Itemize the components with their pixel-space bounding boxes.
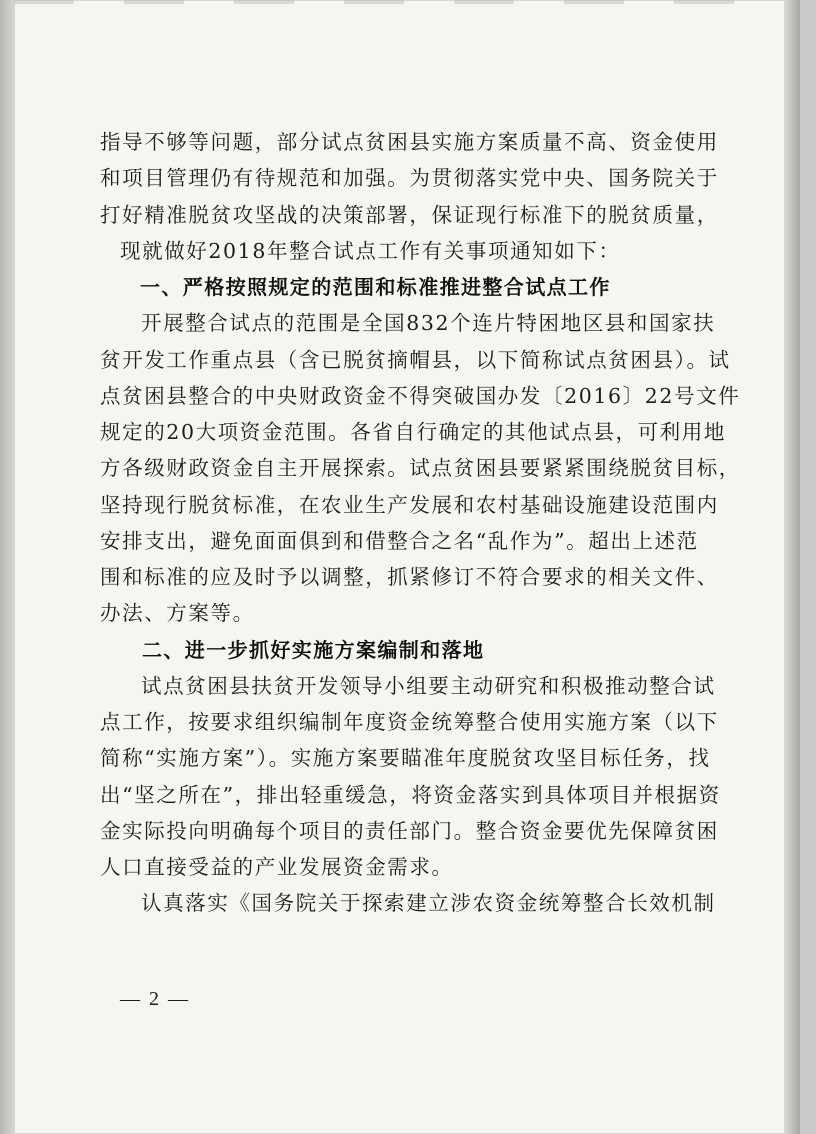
text-line: 贫开发工作重点县（含已脱贫摘帽县，以下简称试点贫困县）。试 — [100, 347, 731, 372]
text-line: 办法、方案等。 — [100, 601, 255, 626]
text-line: 方各级财政资金自主开展探索。试点贫困县要紧紧围绕脱贫目标， — [100, 456, 741, 481]
text-line: 点贫困县整合的中央财政资金不得突破国办发〔2016〕22号文件 — [100, 383, 741, 408]
text-line: 点工作，按要求组织编制年度资金统筹整合使用实施方案（以下 — [100, 710, 719, 734]
text-line: 出“坚之所在”，排出轻重缓急，将资金落实到具体项目并根据资 — [100, 782, 721, 807]
text-line: 简称“实施方案”）。实施方案要瞄准年度脱贫攻坚目标任务，找 — [100, 746, 711, 771]
document-body — [100, 124, 741, 922]
text-line: 人口直接受益的产业发展资金需求。 — [100, 855, 454, 879]
section-heading-1: 一、严格按照规定的范围和标准推进整合试点工作 — [140, 275, 611, 299]
scan-left-edge — [0, 0, 14, 1134]
text-line: 围和标准的应及时予以调整，抓紧修订不符合要求的相关文件、 — [100, 565, 719, 589]
text-line: 指导不够等问题，部分试点贫困县实施方案质量不高、资金使用 — [100, 130, 719, 154]
text-line: 试点贫困县扶贫开发领导小组要主动研究和积极推动整合试 — [141, 673, 716, 698]
text-line: 坚持现行脱贫标准，在农业生产发展和农村基础设施建设范围内 — [100, 492, 719, 517]
text-line: 安排支出，避免面面俱到和借整合之名“乱作为”。超出上述范 — [100, 528, 699, 553]
text-line: 金实际投向明确每个项目的责任部门。整合资金要优先保障贫困 — [100, 818, 719, 843]
scan-right-edge — [784, 0, 800, 1134]
text-line: 现就做好2018年整合试点工作有关事项通知如下： — [120, 238, 621, 263]
text-line: 开展整合试点的范围是全国832个连片特困地区县和国家扶 — [141, 311, 716, 336]
text-line: 和项目管理仍有待规范和加强。为贯彻落实党中央、国务院关于 — [100, 166, 719, 191]
section-heading-2: 二、进一步抓好实施方案编制和落地 — [142, 637, 485, 662]
text-line: 认真落实《国务院关于探索建立涉农资金统筹整合长效机制 — [141, 891, 716, 916]
text-line: 打好精准脱贫攻坚战的决策部署，保证现行标准下的脱贫质量， — [100, 202, 719, 227]
text-line: 规定的20大项资金范围。各省自行确定的其他试点县，可利用地 — [100, 420, 726, 444]
page-number: — 2 — — [120, 988, 190, 1010]
